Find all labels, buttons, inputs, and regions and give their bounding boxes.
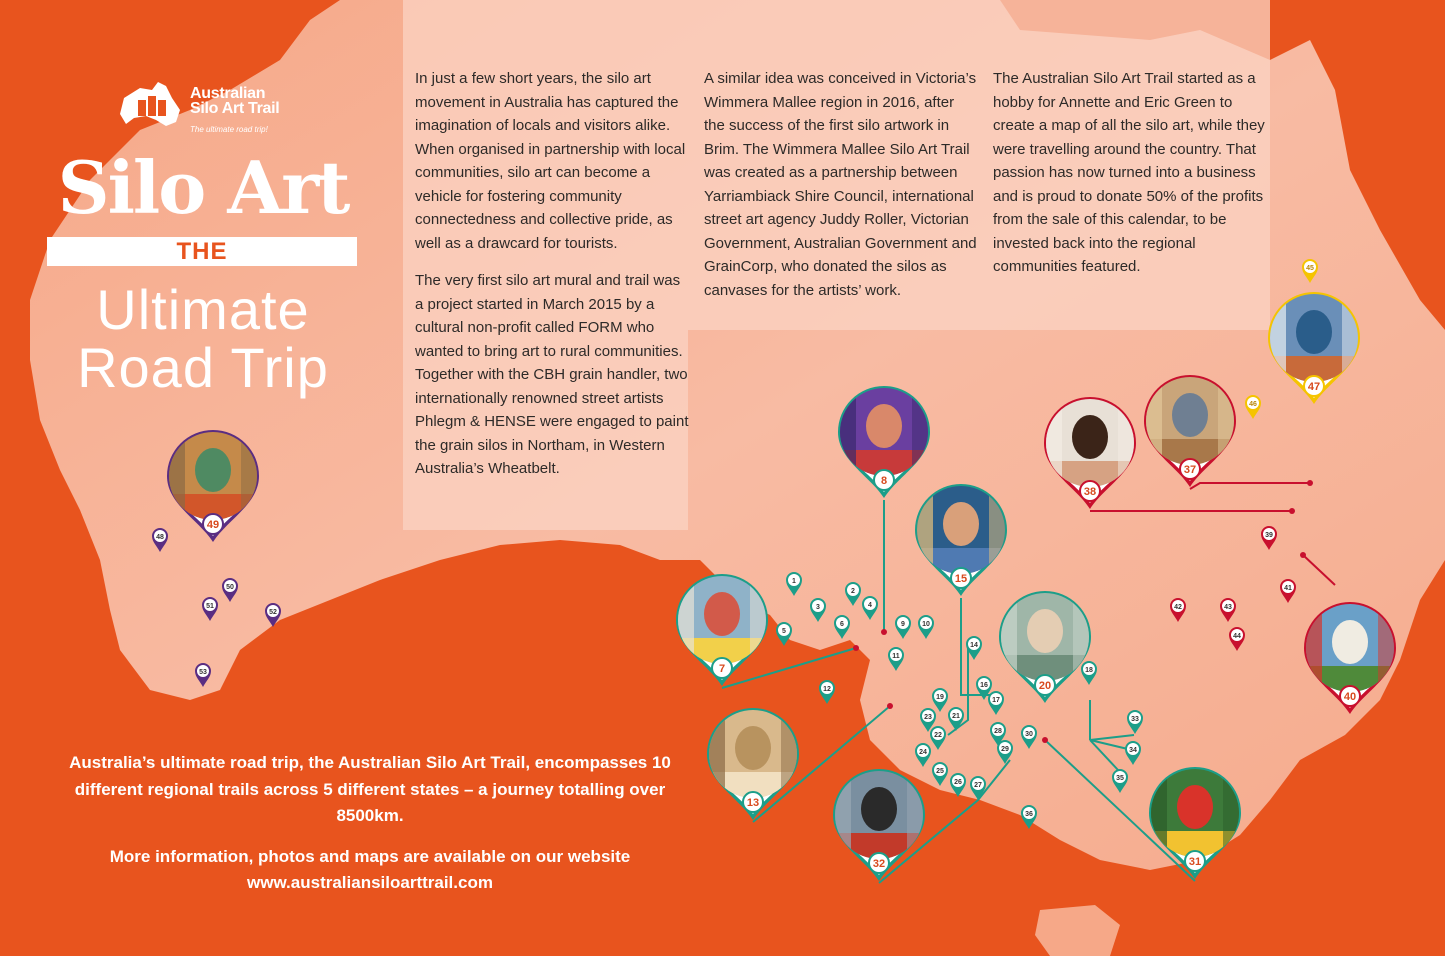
- pin-number: 30: [1025, 731, 1033, 738]
- title-ultimate: Ultimate: [96, 278, 310, 341]
- pin-number: 6: [840, 621, 844, 628]
- pin-number: 21: [952, 713, 960, 720]
- pin-artwork: [835, 771, 923, 863]
- pin-number: 14: [970, 642, 978, 649]
- pin-number: 51: [206, 603, 214, 610]
- pin-number: 22: [934, 732, 942, 739]
- title-the-banner: THE: [47, 237, 357, 266]
- logo-wordmark: [190, 86, 279, 116]
- pin-number: 23: [924, 714, 932, 721]
- pin-number: 41: [1284, 585, 1292, 592]
- pin-number: 37: [1183, 464, 1197, 476]
- pin-number: 44: [1233, 633, 1241, 640]
- photo-pin-32[interactable]: [833, 769, 925, 881]
- pin-artwork: [709, 710, 797, 802]
- pin-number: 20: [1038, 680, 1052, 692]
- logo-line2: Silo Art Trail: [190, 100, 280, 117]
- pin-number: 39: [1265, 532, 1273, 539]
- pin-number: 3: [816, 604, 820, 611]
- text-column-2: [704, 67, 979, 316]
- photo-pin-13[interactable]: [707, 708, 799, 820]
- pin-number: 7: [718, 663, 726, 675]
- pin-number: 48: [156, 534, 164, 541]
- route-endpoint: [1289, 508, 1295, 514]
- pin-number: 49: [206, 519, 220, 531]
- pin-number: 12: [823, 686, 831, 693]
- pin-number: 40: [1343, 691, 1357, 703]
- column-paragraph: In just a few short years, the silo art movement in Australia has captured the imagination of locals and visitors alike. When organised in partnership with local communities, silo art can become a vehicle for fostering community connectedness and collective pride, as well as a drawcard for tourists.: [415, 70, 686, 252]
- pin-number: 24: [919, 749, 927, 756]
- pin-number: 13: [746, 797, 760, 809]
- pin-number: 36: [1025, 811, 1033, 818]
- pin-number: 1: [792, 578, 796, 585]
- pin-number: 50: [226, 584, 234, 591]
- pin-number: 26: [954, 779, 962, 786]
- pin-number: 9: [901, 621, 905, 628]
- brand-logo[interactable]: [118, 80, 288, 136]
- pin-number: 27: [974, 782, 982, 789]
- pin-number: 35: [1116, 775, 1124, 782]
- pin-number: 17: [992, 697, 1000, 704]
- pin-number: 5: [782, 628, 786, 635]
- route-endpoint: [1307, 480, 1313, 486]
- tasmania: [1035, 905, 1120, 956]
- photo-pin-7[interactable]: [676, 574, 768, 686]
- pin-number: 43: [1224, 604, 1232, 611]
- pin-number: 45: [1306, 265, 1314, 272]
- logo-line1: Australian: [190, 85, 266, 102]
- pin-number: 11: [892, 653, 900, 660]
- column-paragraph: The very first silo art mural and trail was a project started in March 2015 by a cultural non-profit called FORM who wanted to bring art to rural communities. Together with the CBH grain handler, two internationally renowned street artists Phlegm & HENSE were engaged to paint the grain silos in Northam, in Western Australia’s Wheatbelt.: [415, 272, 689, 477]
- column-paragraph: A similar idea was conceived in Victoria’s Wimmera Mallee region in 2016, after the success of the first silo artwork in Brim. The Wimmera Mallee Silo Art Trail was created as a partnership between Yarriambiack Shire Council, international street art agency Juddy Roller, Victorian Government, Australian Government and GrainCorp, who donated the silos as canvases for the artists’ work.: [704, 70, 977, 299]
- small-pin-36[interactable]: [1021, 805, 1037, 829]
- route-endpoint: [1300, 552, 1306, 558]
- route-endpoint: [881, 629, 887, 635]
- pin-number: 29: [1001, 746, 1009, 753]
- text-column-3: [993, 67, 1268, 293]
- pin-number: 47: [1307, 381, 1321, 393]
- column-paragraph: The Australian Silo Art Trail started as a hobby for Annette and Eric Green to create a map of all the silo art, while they were travelling around the country. That passion has now turned into a business and is proud to donate 50% of the profits from the sale of this calendar, to be invested back into the regional communities featured.: [993, 70, 1265, 275]
- pin-number: 2: [851, 588, 855, 595]
- title-road-trip: Road Trip: [77, 336, 329, 399]
- pin-number: 16: [980, 682, 988, 689]
- pin-number: 46: [1249, 401, 1257, 408]
- route-endpoint: [853, 645, 859, 651]
- pin-number: 19: [936, 694, 944, 701]
- pin-number: 34: [1129, 747, 1137, 754]
- bottom-summary: [60, 750, 680, 911]
- pin-number: 31: [1188, 856, 1202, 868]
- pin-number: 53: [199, 669, 207, 676]
- route-endpoint: [1042, 737, 1048, 743]
- pin-number: 42: [1174, 604, 1182, 611]
- text-column-1: [415, 67, 690, 495]
- pin-number: 38: [1083, 486, 1097, 498]
- logo-tagline: The ultimate road trip!: [190, 125, 268, 134]
- pin-number: 15: [954, 573, 968, 585]
- australia-silo-logo-icon: [118, 80, 184, 130]
- title-silo-art: Silo Art: [57, 145, 349, 230]
- summary-paragraph: Australia’s ultimate road trip, the Australian Silo Art Trail, encompasses 10 different regional trails across 5 different states – a journey totalling over 8500km.: [69, 753, 671, 825]
- website-paragraph[interactable]: More information, photos and maps are available on our website www.australiansiloarttrail.com: [109, 846, 631, 892]
- pin-number: 33: [1131, 716, 1139, 723]
- pin-number: 25: [936, 768, 944, 775]
- pin-number: 18: [1085, 667, 1093, 674]
- pin-number: 4: [868, 602, 872, 609]
- pin-number: 8: [880, 475, 888, 487]
- pin-number: 28: [994, 728, 1002, 735]
- pin-artwork: [678, 576, 766, 668]
- pin-number: 10: [922, 621, 930, 628]
- pin-number: 52: [269, 609, 277, 616]
- small-pin-12[interactable]: [819, 680, 835, 704]
- pin-number: 32: [872, 858, 886, 870]
- route-endpoint: [887, 703, 893, 709]
- small-pin-5[interactable]: [776, 622, 792, 646]
